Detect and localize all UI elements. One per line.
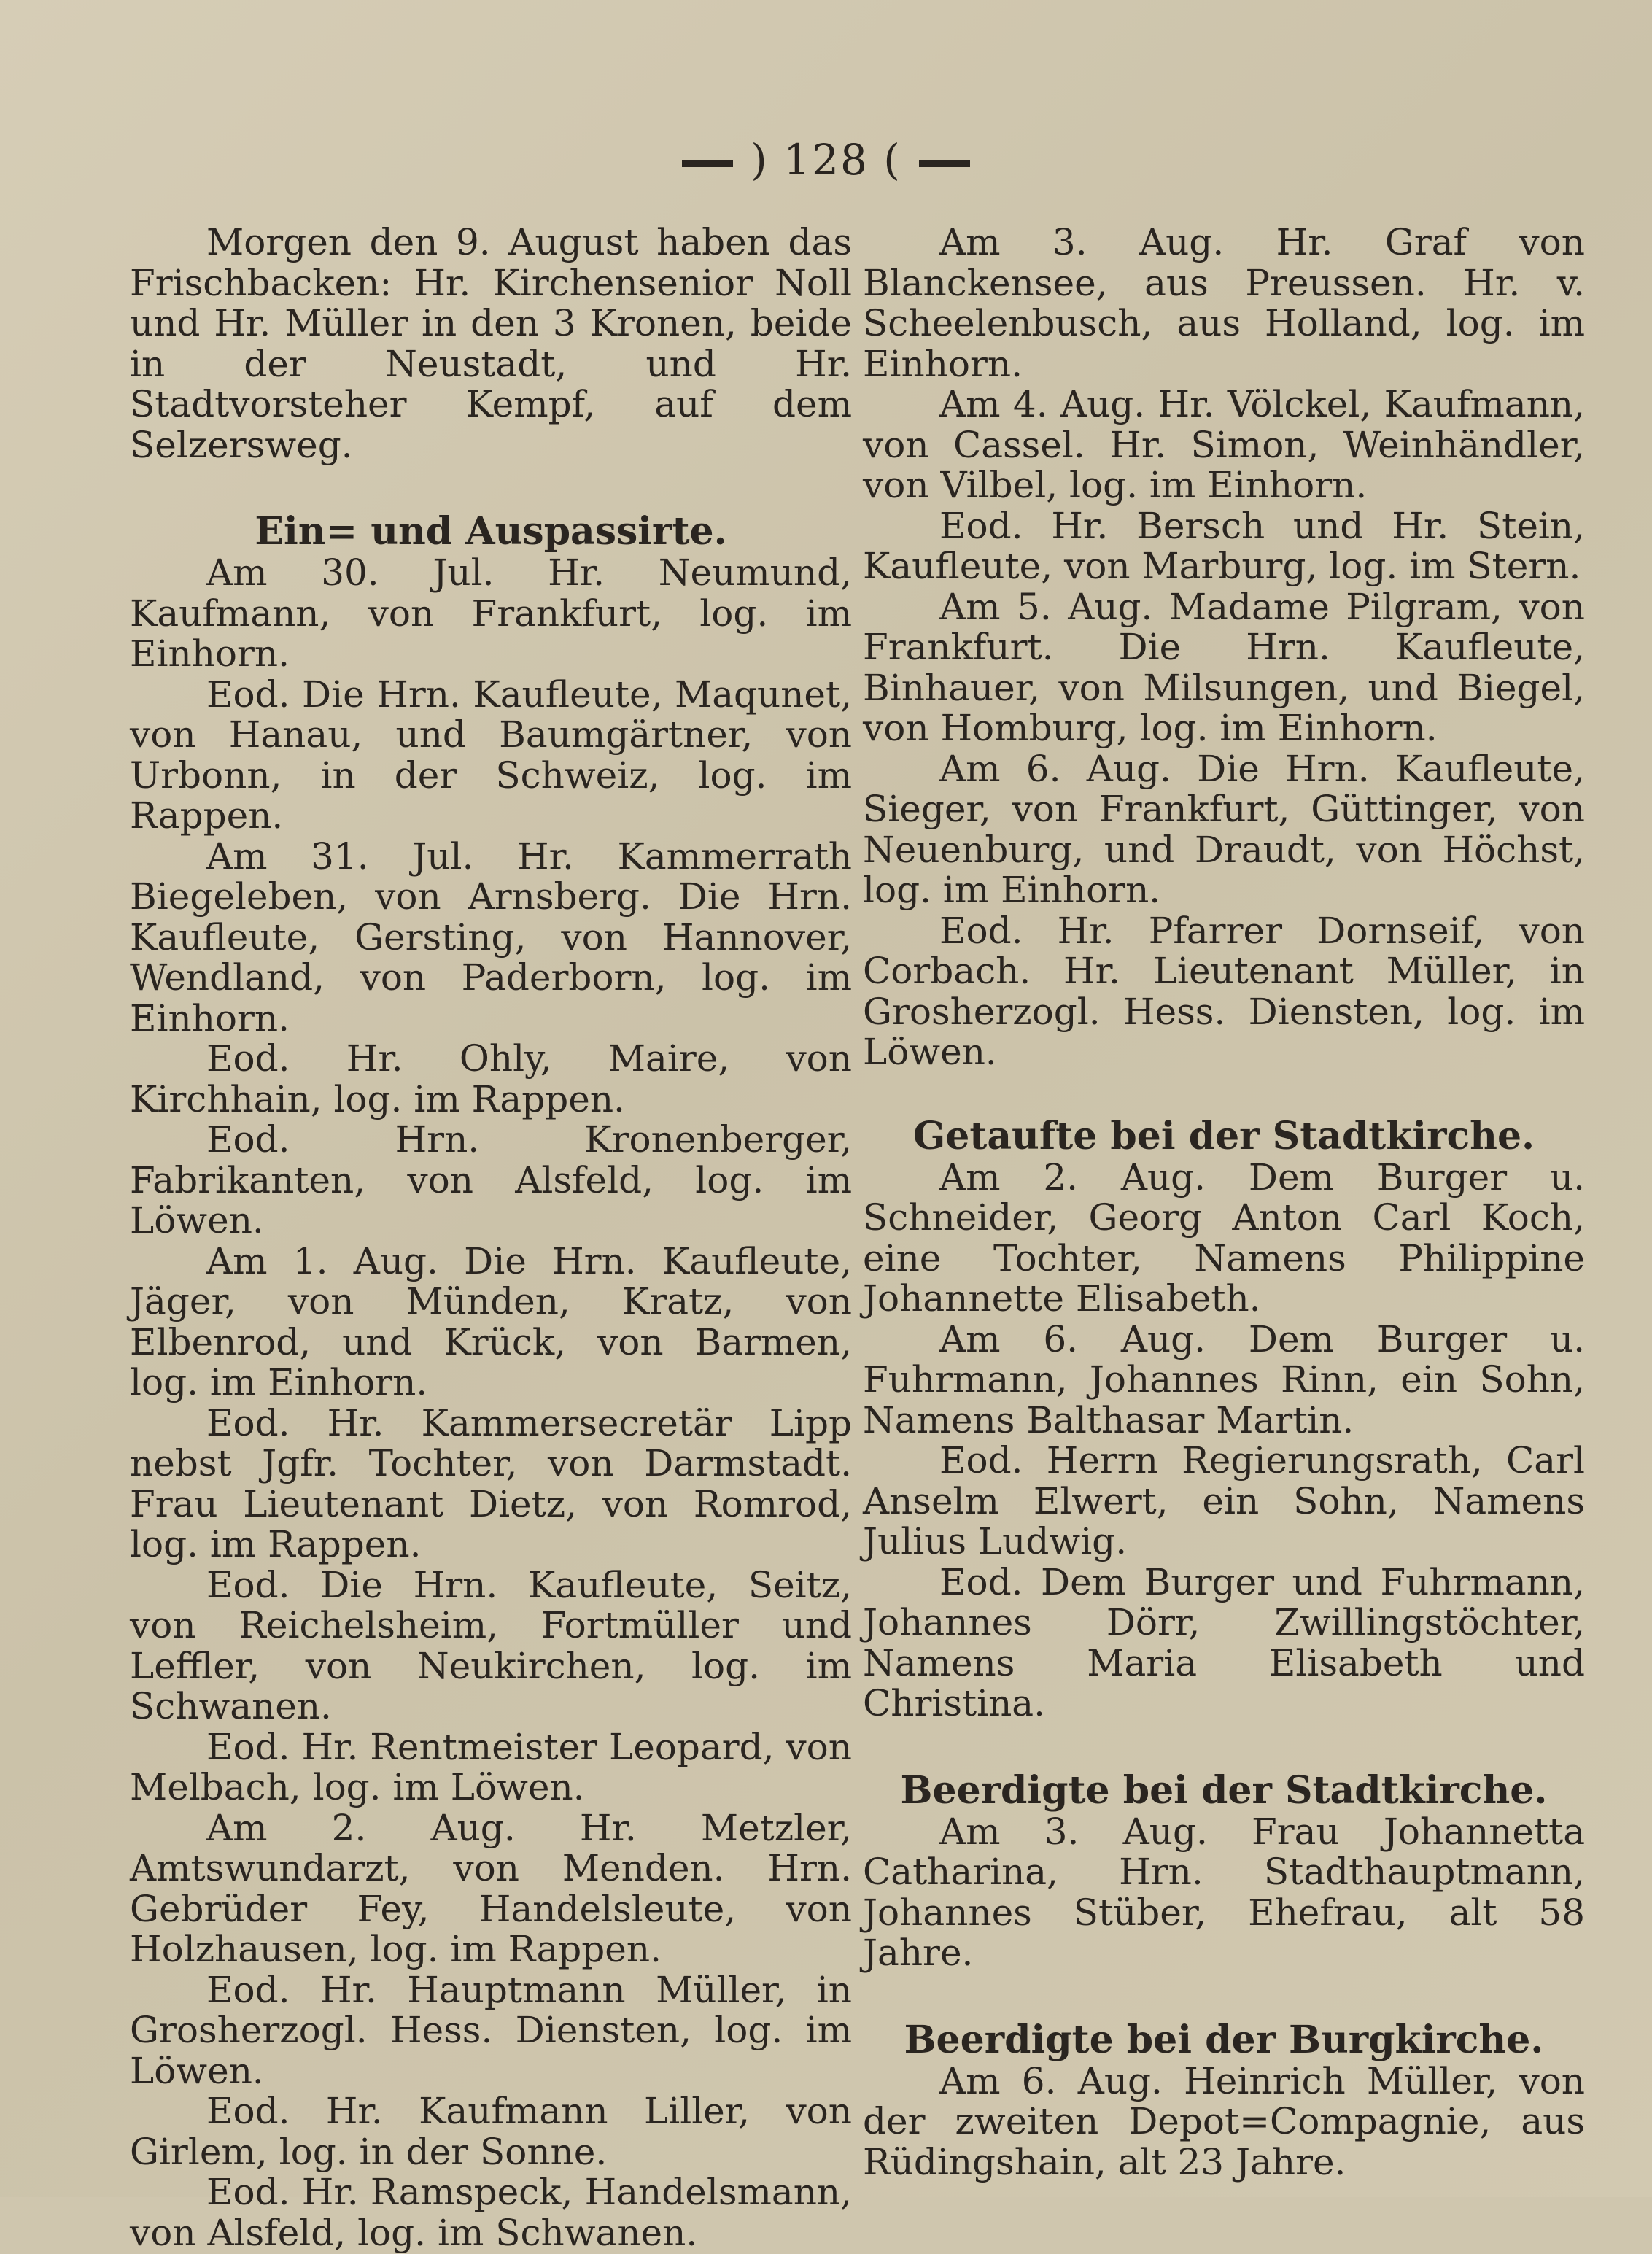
list-item: Eod. Hr. Kammersecretär Lipp nebst Jgfr. Tochter, von Darmstadt. Frau Lieutenant Dietz, von Romrod, log. im Rappen. (130, 1401, 852, 1565)
list-item: Am 31. Jul. Hr. Kammerrath Biegeleben, von Arnsberg. Die Hrn. Kaufleute, Gersting, von Hannover, Wendland, von Paderborn, log. im Einhorn. (130, 834, 852, 1039)
header-rule-right (919, 160, 970, 167)
list-item: Am 3. Aug. Hr. Graf von Blanckensee, aus Preussen. Hr. v. Scheelenbusch, aus Holland, log. im Einhorn. (863, 221, 1585, 385)
list-item: Am 4. Aug. Hr. Völckel, Kaufmann, von Cassel. Hr. Simon, Weinhändler, von Vilbel, log. im Einhorn. (863, 383, 1585, 506)
list-item: Am 5. Aug. Madame Pilgram, von Frankfurt. Die Hrn. Kaufleute, Binhauer, von Milsungen, und Biegel, von Homburg, log. im Einhorn. (863, 585, 1585, 749)
list-item: Eod. Herrn Regierungsrath, Carl Anselm Elwert, ein Sohn, Namens Julius Ludwig. (863, 1439, 1585, 1562)
section-title-burials-burgkirche: Beerdigte bei der Burgkirche. (904, 2017, 1544, 2062)
list-item: Eod. Hr. Ramspeck, Handelsmann, von Alsfeld, log. im Schwanen. (130, 2171, 852, 2254)
list-item: Eod. Hrn. Kronenberger, Fabrikanten, von Alsfeld, log. im Löwen. (130, 1118, 852, 1242)
list-item: Eod. Hr. Rentmeister Leopard, von Melbach, log. im Löwen. (130, 1725, 852, 1808)
list-item: Eod. Hr. Kaufmann Liller, von Girlem, log. in der Sonne. (130, 2090, 852, 2173)
list-item: Eod. Hr. Hauptmann Müller, in Grosherzogl. Hess. Diensten, log. im Löwen. (130, 1968, 852, 2092)
section-title-travelers: Ein= und Auspassirte. (255, 509, 727, 554)
list-item: Eod. Dem Burger und Fuhrmann, Johannes Dörr, Zwillingstöchter, Namens Maria Elisabeth und Christina. (863, 1560, 1585, 1724)
page-header (0, 135, 1652, 185)
list-item: Am 1. Aug. Die Hrn. Kaufleute, Jäger, von Münden, Kratz, von Elbenrod, und Krück, von Barmen, log. im Einhorn. (130, 1239, 852, 1403)
section-title-burials-stadtkirche: Beerdigte bei der Stadtkirche. (900, 1767, 1548, 1813)
list-item: Eod. Die Hrn. Kaufleute, Maqunet, von Hanau, und Baumgärtner, von Urbonn, in der Schweiz, log. im Rappen. (130, 673, 852, 837)
list-item: Am 6. Aug. Die Hrn. Kaufleute, Sieger, von Frankfurt, Güttinger, von Neuenburg, und Draudt, von Höchst, log. im Einhorn. (863, 747, 1585, 911)
section-title-baptisms: Getaufte bei der Stadtkirche. (912, 1113, 1535, 1158)
list-item: Eod. Hr. Pfarrer Dornseif, von Corbach. Hr. Lieutenant Müller, in Grosherzogl. Hess. Diensten, log. im Löwen. (863, 909, 1585, 1073)
list-item: Am 6. Aug. Dem Burger u. Fuhrmann, Johannes Rinn, ein Sohn, Namens Balthasar Martin. (863, 1317, 1585, 1441)
left-column (130, 222, 852, 2253)
list-item: Am 2. Aug. Hr. Metzler, Amtswundarzt, von Menden. Hrn. Gebrüder Fey, Handelsleute, von Holzhausen, log. im Rappen. (130, 1806, 852, 1970)
list-item: Eod. Hr. Ohly, Maire, von Kirchhain, log. im Rappen. (130, 1037, 852, 1120)
right-column (863, 222, 1585, 2183)
list-item: Am 30. Jul. Hr. Neumund, Kaufmann, von Frankfurt, log. im Einhorn. (130, 551, 852, 675)
header-rule-left (682, 160, 733, 167)
list-item: Eod. Hr. Bersch und Hr. Stein, Kaufleute, von Marburg, log. im Stern. (863, 504, 1585, 587)
intro-paragraph: Morgen den 9. August haben das Frischbacken: Hr. Kirchensenior Noll und Hr. Müller in den 3 Kronen, beide in der Neustadt, und Hr. Stadtvorsteher Kempf, auf dem Selzersweg. (130, 221, 852, 466)
page-number: ) 128 ( (751, 135, 901, 185)
list-item: Am 6. Aug. Heinrich Müller, von der zweiten Depot=Compagnie, aus Rüdingshain, alt 23 Jahre. (863, 2059, 1585, 2183)
list-item: Am 2. Aug. Dem Burger u. Schneider, Georg Anton Carl Koch, eine Tochter, Namens Philippine Johannette Elisabeth. (863, 1155, 1585, 1320)
list-item: Am 3. Aug. Frau Johannetta Catharina, Hrn. Stadthauptmann, Johannes Stüber, Ehefrau, alt 58 Jahre. (863, 1810, 1585, 1974)
list-item: Eod. Die Hrn. Kaufleute, Seitz, von Reichelsheim, Fortmüller und Leffler, von Neukirchen, log. im Schwanen. (130, 1563, 852, 1727)
